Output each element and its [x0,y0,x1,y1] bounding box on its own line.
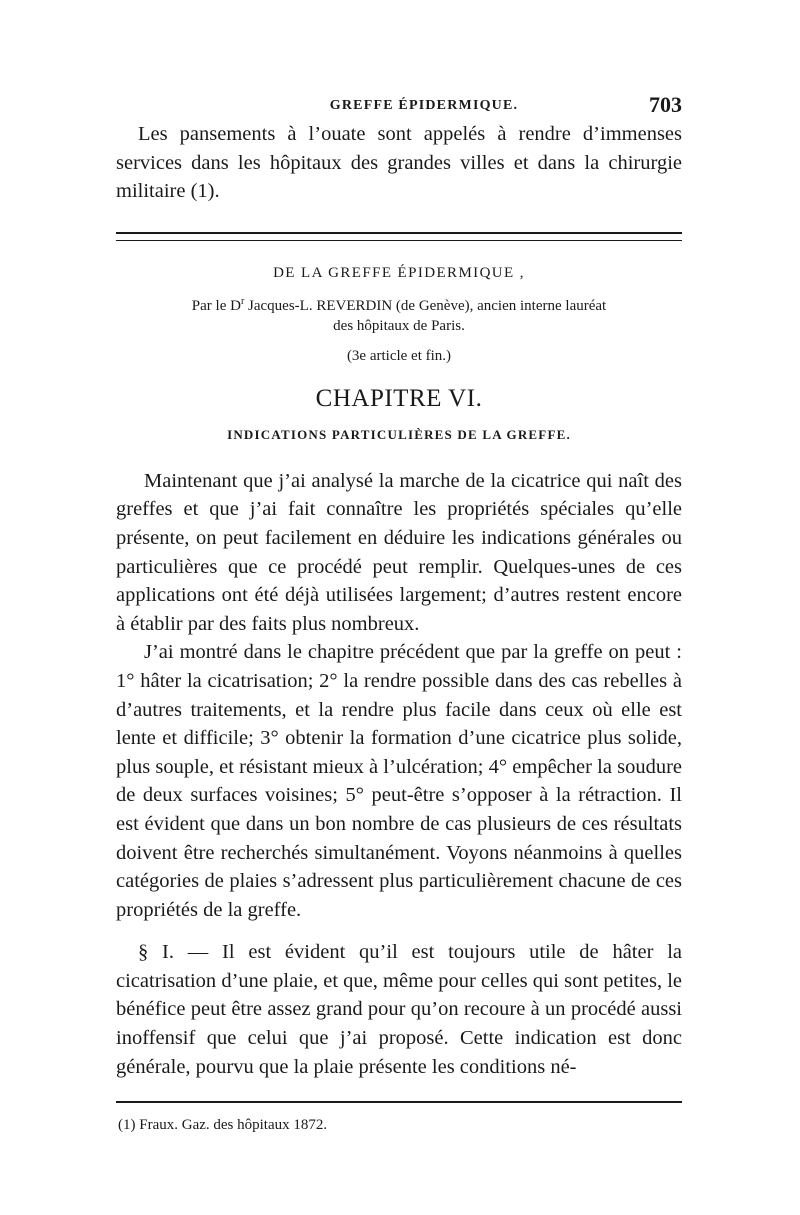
footnote-divider [116,1101,682,1103]
byline-rest: Jacques-L. REVERDIN (de Genève), ancien interne lauréat [244,297,607,314]
paragraph-3: § I. — Il est évident qu’il est toujours utile de hâter la cicatrisation d’une plaie, et que, même pour celles qui sont petites, le bénéfice peut être assez grand pour qu’on recoure à un procédé aussi inoffensif que celui que j’ai proposé. Cette indication est donc générale, pourvu que la plaie présente les conditions né- [116,941,682,1078]
running-header [116,88,682,118]
article-note: (3e article et fin.) [346,347,452,364]
footnote: (1) Fraux. Gaz. des hôpitaux 1872. [118,1117,328,1134]
paragraph-2: J’ai montré dans le chapitre précédent que par la greffe on peut : 1° hâter la cicatrisation; 2° la rendre possible dans des cas rebelles à d’autres traitements, et la rendre plus facile dans ceux où elle est lente et difficile; 3° obtenir la formation d’une cicatrice plus solide, plus souple, et résistant mieux à l’ulcération; 4° empêcher la soudure de deux surfaces voisines; 5° peut-être s’opposer à la rétraction. Il est évident que dans un bon nombre de cas plusieurs de ces résultats doivent être recherchés simultanément. Voyons néanmoins à quelles catégories de plaies s’adressent plus particulièrement chacune de ces propriétés de la greffe. [116,641,682,921]
byline-prefix: Par le D [191,297,241,314]
running-title: GREFFE ÉPIDERMIQUE. [329,98,519,113]
article-byline [116,296,682,336]
chapter-subtitle: INDICATIONS PARTICULIÈRES DE LA GREFFE. [227,426,571,442]
paragraph-1: Maintenant que j’ai analysé la marche de la cicatrice qui naît des greffes et que j’ai fait connaître les propriétés spéciales qu’elle présente, on peut facilement en déduire les indications générales ou particulières que ce procédé peut remplir. Quelques-unes de ces applications ont été déjà utilisées largement; d’autres restent encore à établir par des faits plus nombreux. [116,469,682,635]
byline-line-2: des hôpitaux de Paris. [333,317,465,334]
document-page [116,88,682,1134]
article-title: DE LA GREFFE ÉPIDERMIQUE , [273,264,525,281]
chapter-title: CHAPITRE VI. [315,384,483,412]
byline-superscript: r [240,295,245,307]
page-number: 703 [649,92,682,117]
section-divider [116,232,682,241]
carryover-paragraph: Les pansements à l’ouate sont appelés à rendre d’immenses services dans les hôpitaux des grandes villes et dans la chirurgie militaire (1). [116,123,682,203]
